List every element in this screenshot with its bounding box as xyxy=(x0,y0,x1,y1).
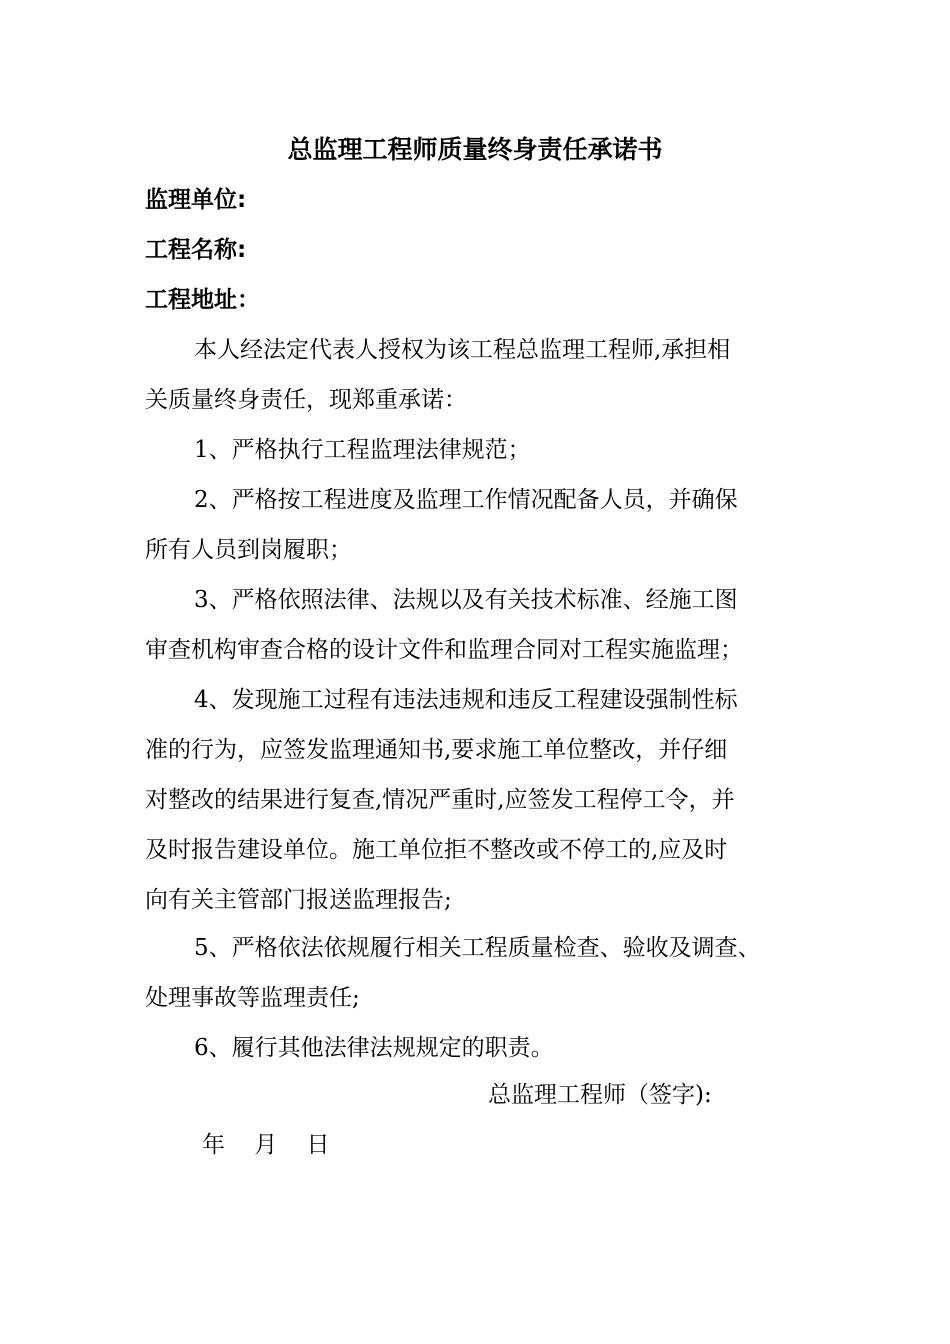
body-line: 所有人员到岗履职； xyxy=(145,537,352,563)
field-supervision-unit: 监理单位: xyxy=(145,187,247,213)
field-project-name: 工程名称: xyxy=(145,237,247,263)
document-title: 总监理工程师质量终身责任承诺书 xyxy=(287,135,663,164)
body-line: 及时报告建设单位。施工单位拒不整改或不停工的,应及时 xyxy=(145,837,728,863)
body-line: 本人经法定代表人授权为该工程总监理工程师,承担相 xyxy=(194,337,731,363)
body-line: 向有关主管部门报送监理报告; xyxy=(145,887,452,913)
body-line: 6、履行其他法律法规规定的职责。 xyxy=(194,1035,554,1061)
date-line: 年 月 日 xyxy=(202,1132,330,1158)
body-line: 审查机构审查合格的设计文件和监理合同对工程实施监理； xyxy=(145,637,743,663)
body-line: 1、严格执行工程监理法律规范； xyxy=(194,437,531,463)
body-line: 处理事故等监理责任; xyxy=(145,985,360,1011)
body-line: 关质量终身责任，现郑重承诺： xyxy=(145,387,467,413)
field-project-address: 工程地址： xyxy=(145,287,260,313)
body-line: 5、严格依法依规履行相关工程质量检查、验收及调查、 xyxy=(194,935,761,961)
body-line: 对整改的结果进行复查,情况严重时,应签发工程停工令，并 xyxy=(145,787,735,813)
body-line: 准的行为，应签发监理通知书,要求施工单位整改，并仔细 xyxy=(145,737,728,763)
signature-label: 总监理工程师（签字): xyxy=(488,1082,712,1108)
body-line: 2、严格按工程进度及监理工作情况配备人员，并确保 xyxy=(194,487,738,513)
body-line: 3、严格依照法律、法规以及有关技术标准、经施工图 xyxy=(194,587,738,613)
body-line: 4、发现施工过程有违法违规和违反工程建设强制性标 xyxy=(194,687,738,713)
